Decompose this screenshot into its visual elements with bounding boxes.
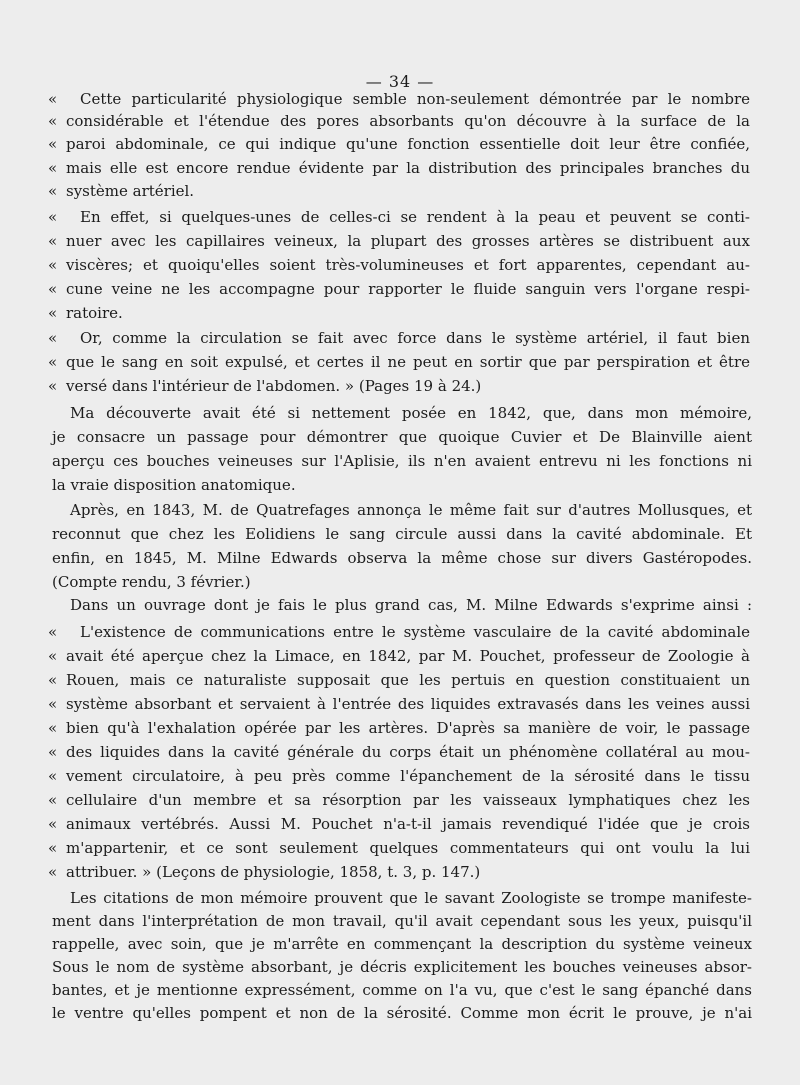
line-text: le ventre qu'elles pompent et non de la sérosité. Comme mon écrit le prouve, je n'ai	[52, 1004, 752, 1022]
quote-mark: «	[48, 767, 58, 785]
line-text: considérable et l'étendue des pores absorbants qu'on découvre à la surface de la	[66, 112, 750, 130]
line-text: nuer avec les capillaires veineux, la plupart des grosses artères se distribuent aux	[66, 232, 750, 250]
line-text: système absorbant et servaient à l'entrée des liquides extravasés dans les veines aussi	[66, 695, 750, 713]
quote-mark: «	[48, 135, 58, 153]
quote-mark: «	[48, 377, 58, 395]
quote-mark: «	[48, 280, 58, 298]
quote-mark: «	[48, 695, 58, 713]
quote-mark: «	[48, 232, 58, 250]
page-number: — 34 —	[365, 72, 435, 91]
line-text: m'appartenir, et ce sont seulement quelques commentateurs qui ont voulu la lui	[66, 839, 750, 857]
line-text: En effet, si quelques-unes de celles-ci se rendent à la peau et peuvent se conti-	[80, 208, 750, 226]
line-text: animaux vertébrés. Aussi M. Pouchet n'a-t-il jamais revendiqué l'idée que je crois	[66, 815, 750, 833]
quote-mark: «	[48, 90, 58, 108]
quote-mark: «	[48, 256, 58, 274]
quote-mark: «	[48, 647, 58, 665]
line-text: système artériel.	[66, 182, 195, 200]
quote-mark: «	[48, 815, 58, 833]
line-text: Ma découverte avait été si nettement posée en 1842, que, dans mon mémoire,	[70, 404, 752, 422]
line-text: reconnut que chez les Eolidiens le sang circule aussi dans la cavité abdominale. Et	[52, 525, 752, 543]
line-text: ratoire.	[66, 304, 123, 322]
line-text: avait été aperçue chez la Limace, en 1842, par M. Pouchet, professeur de Zoologie à	[66, 647, 750, 665]
quote-mark: «	[48, 839, 58, 857]
line-text: mais elle est encore rendue évidente par la distribution des principales branches du	[66, 159, 750, 177]
line-text: enfin, en 1845, M. Milne Edwards observa la même chose sur divers Gastéropodes.	[52, 549, 752, 567]
line-text: vement circulatoire, à peu près comme l'épanchement de la sérosité dans le tissu	[66, 767, 750, 785]
line-text: viscères; et quoiqu'elles soient très-volumineuses et fort apparentes, cependant au-	[66, 256, 750, 274]
quote-mark: «	[48, 208, 58, 226]
quote-mark: «	[48, 623, 58, 641]
line-text: bantes, et je mentionne expressément, comme on l'a vu, que c'est le sang épanché dans	[52, 981, 752, 999]
line-text: rappelle, avec soin, que je m'arrête en commençant la description du système veineux	[52, 935, 752, 953]
line-text: paroi abdominale, ce qui indique qu'une fonction essentielle doit leur être confiée,	[66, 135, 750, 153]
quote-mark: «	[48, 743, 58, 761]
quote-mark: «	[48, 671, 58, 689]
line-text: (Compte rendu, 3 février.)	[52, 573, 251, 591]
quote-mark: «	[48, 159, 58, 177]
line-text: Rouen, mais ce naturaliste supposait que les pertuis en question constituaient un	[66, 671, 750, 689]
line-text: Cette particularité physiologique semble non-seulement démontrée par le nombre	[80, 90, 750, 108]
line-text: des liquides dans la cavité générale du corps était un phénomène collatéral au mou-	[66, 743, 750, 761]
line-text: versé dans l'intérieur de l'abdomen. » (Pages 19 à 24.)	[66, 377, 482, 395]
line-text: la vraie disposition anatomique.	[52, 476, 296, 494]
line-text: Or, comme la circulation se fait avec force dans le système artériel, il faut bien	[80, 329, 750, 347]
line-text: L'existence de communications entre le système vasculaire de la cavité abdominale	[80, 623, 750, 641]
line-text: ment dans l'interprétation de mon travail, qu'il avait cependant sous les yeux, puisqu'il	[52, 912, 752, 930]
line-text: je consacre un passage pour démontrer que quoique Cuvier et De Blainville aient	[52, 428, 752, 446]
quote-mark: «	[48, 112, 58, 130]
line-text: Après, en 1843, M. de Quatrefages annonça le même fait sur d'autres Mollusques, et	[70, 501, 752, 519]
line-text: Les citations de mon mémoire prouvent que le savant Zoologiste se trompe manifeste-	[70, 889, 752, 907]
line-text: Dans un ouvrage dont je fais le plus grand cas, M. Milne Edwards s'exprime ainsi :	[70, 596, 752, 614]
quote-mark: «	[48, 329, 58, 347]
quote-mark: «	[48, 719, 58, 737]
line-text: aperçu ces bouches veineuses sur l'Aplisie, ils n'en avaient entrevu ni les fonctions ni	[52, 452, 752, 470]
quote-mark: «	[48, 304, 58, 322]
quote-mark: «	[48, 863, 58, 881]
quote-mark: «	[48, 353, 58, 371]
line-text: bien qu'à l'exhalation opérée par les artères. D'après sa manière de voir, le passage	[66, 719, 750, 737]
line-text: que le sang en soit expulsé, et certes il ne peut en sortir que par perspiration et être	[66, 353, 750, 371]
line-text: cune veine ne les accompagne pour rapporter le fluide sanguin vers l'organe respi-	[66, 280, 750, 298]
line-text: attribuer. » (Leçons de physiologie, 1858, t. 3, p. 147.)	[66, 863, 481, 881]
line-text: cellulaire d'un membre et sa résorption par les vaisseaux lymphatiques chez les	[66, 791, 750, 809]
quote-mark: «	[48, 791, 58, 809]
line-text: Sous le nom de système absorbant, je décris explicitement les bouches veineuses absor-	[52, 958, 752, 976]
quote-mark: «	[48, 182, 58, 200]
